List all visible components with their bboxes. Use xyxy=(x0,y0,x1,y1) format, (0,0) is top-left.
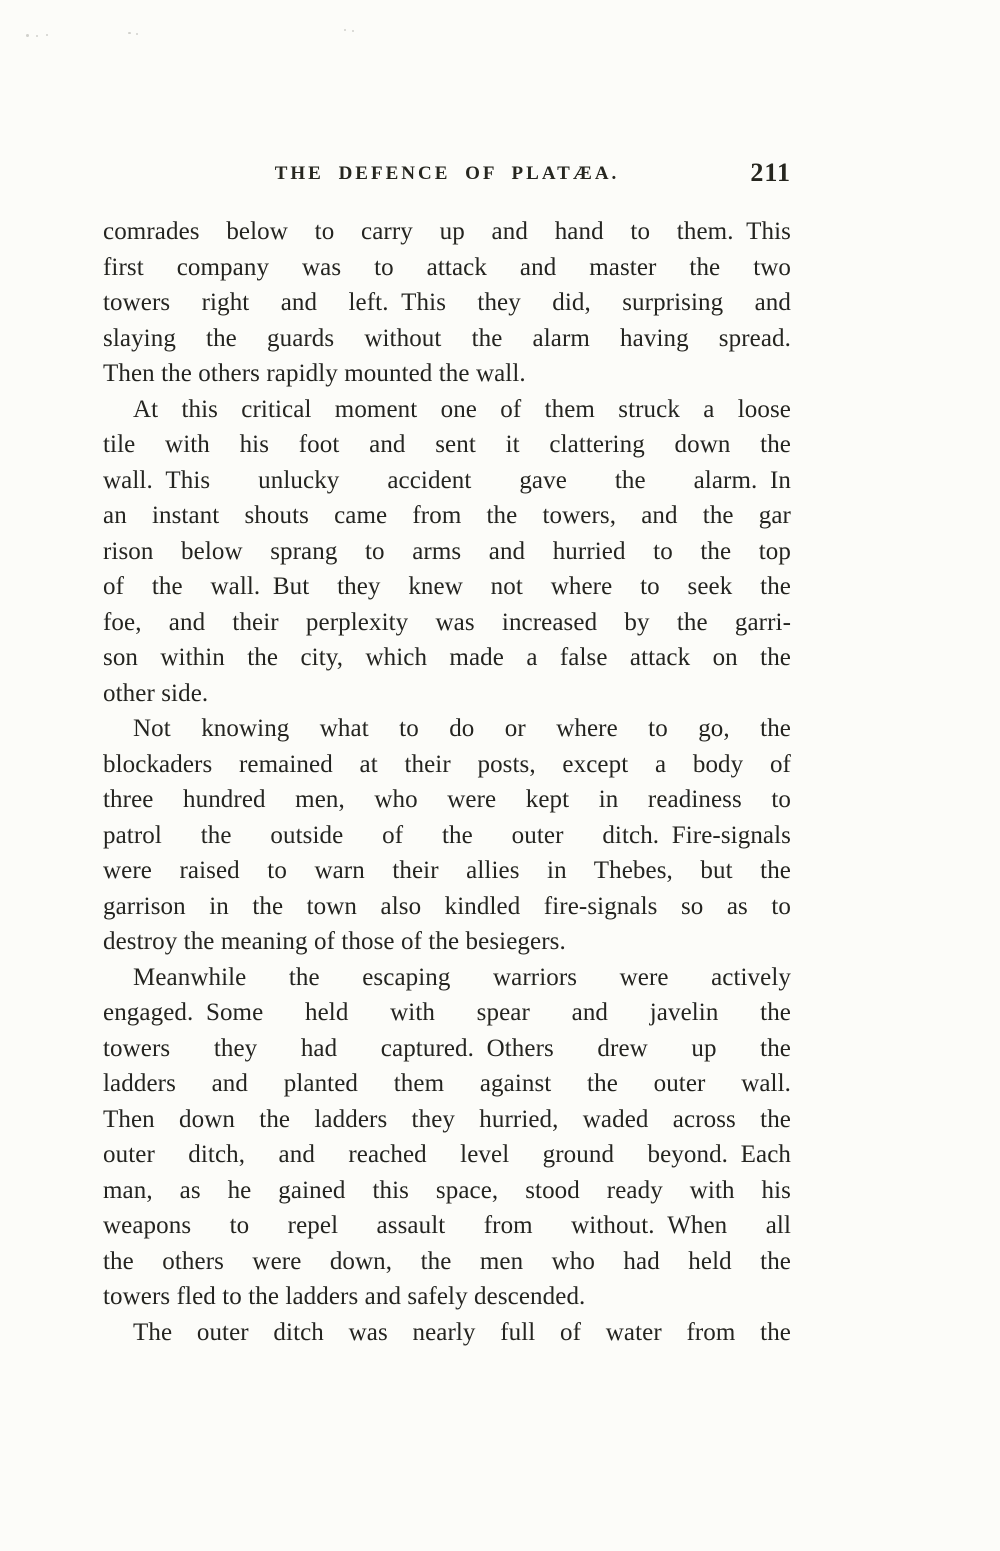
text-line: son within the city, which made a false attack on the xyxy=(103,644,791,671)
scan-speck xyxy=(136,33,138,35)
text-line: foe, and their perplexity was increased by the garri- xyxy=(103,608,791,636)
text-line: an instant shouts came from the towers, and the gar xyxy=(103,502,791,529)
text-line: Meanwhile the escaping warriors were actively xyxy=(133,963,791,991)
text-line: Not knowing what to do or where to go, the xyxy=(133,715,791,742)
text-body xyxy=(103,214,791,1350)
text-line: towers fled to the ladders and safely descended. xyxy=(103,1283,586,1310)
text-line: rison below sprang to arms and hurried to the top xyxy=(103,537,791,565)
text-line: man, as he gained this space, stood ready with his xyxy=(103,1176,791,1204)
text-line: Then the others rapidly mounted the wall. xyxy=(103,360,526,387)
scan-speck xyxy=(128,32,131,34)
text-line: patrol the outside of the outer ditch. Fire-signals xyxy=(103,821,791,849)
paragraph xyxy=(103,214,791,392)
text-line: outer ditch, and reached level ground beyond. Each xyxy=(103,1141,791,1168)
text-line: other side. xyxy=(103,679,209,707)
scan-speck xyxy=(344,29,346,31)
scan-speck xyxy=(352,30,354,32)
page-header xyxy=(103,160,791,186)
text-line: towers right and left. This they did, surprising and xyxy=(103,289,791,316)
text-line: destroy the meaning of those of the besiegers. xyxy=(103,928,566,955)
scan-speck xyxy=(26,34,29,37)
text-line: blockaders remained at their posts, except a body of xyxy=(103,750,791,778)
text-line: of the wall. But they knew not where to seek the xyxy=(103,573,791,600)
paragraph xyxy=(103,392,791,712)
text-line: three hundred men, who were kept in readiness to xyxy=(103,786,791,813)
text-line: first company was to attack and master the two xyxy=(103,253,791,281)
text-line: wall. This unlucky accident gave the alarm. In xyxy=(103,466,791,494)
text-line: slaying the guards without the alarm having spread. xyxy=(103,324,791,352)
text-line: ladders and planted them against the outer wall. xyxy=(103,1070,791,1097)
text-line: garrison in the town also kindled fire-signals so as to xyxy=(103,892,791,920)
text-line: tile with his foot and sent it clattering down the xyxy=(103,431,791,458)
text-line: engaged. Some held with spear and javelin the xyxy=(103,999,791,1026)
text-line: comrades below to carry up and hand to them. This xyxy=(103,218,791,245)
paragraph xyxy=(103,960,791,1315)
text-block xyxy=(103,160,791,1350)
text-line: were raised to warn their allies in Thebes, but the xyxy=(103,857,791,884)
scan-speck xyxy=(46,34,48,36)
scan-speck xyxy=(36,35,38,37)
text-line: At this critical moment one of them struck a loose xyxy=(133,395,791,423)
text-line: weapons to repel assault from without. When all xyxy=(103,1212,791,1239)
text-line: The outer ditch was nearly full of water from the xyxy=(133,1318,791,1346)
text-line: the others were down, the men who had held the xyxy=(103,1247,791,1275)
text-line: towers they had captured. Others drew up the xyxy=(103,1034,791,1062)
page-number: 211 xyxy=(750,158,791,187)
text-line: Then down the ladders they hurried, waded across the xyxy=(103,1105,791,1133)
paragraph xyxy=(103,1315,791,1351)
paragraph xyxy=(103,711,791,960)
running-head-title: THE DEFENCE OF PLATÆA. xyxy=(274,163,620,184)
